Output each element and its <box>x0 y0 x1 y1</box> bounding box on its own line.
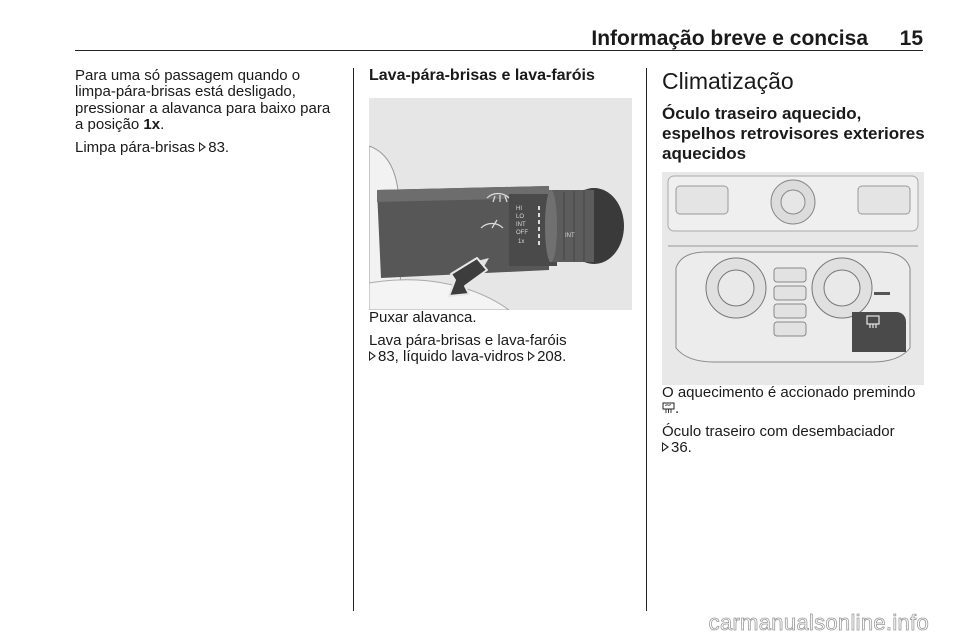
page-reference-icon <box>199 142 206 152</box>
watermark-text: carmanualsonline.info <box>708 610 929 635</box>
page-reference-icon <box>528 351 535 361</box>
paragraph-text: Lava pára-brisas e lava-faróis <box>369 331 567 349</box>
page-header-title: Informação breve e concisa <box>591 27 868 50</box>
paragraph-end: . <box>160 116 165 134</box>
lever-label-lo: LO <box>516 214 525 221</box>
climate-control-panel-illustration <box>662 172 924 385</box>
column-3 <box>662 68 930 463</box>
figure-caption: Puxar alavanca. <box>369 309 477 327</box>
rear-defrost-icon <box>662 402 675 414</box>
page-reference-icon <box>662 442 669 452</box>
paragraph-heater-activation <box>662 385 930 418</box>
column-2 <box>369 68 634 372</box>
page-reference-icon <box>369 351 376 361</box>
page-reference-link[interactable]: 83. <box>208 138 230 156</box>
position-label: 1x <box>143 116 161 134</box>
paragraph-rear-window-ref <box>662 424 930 457</box>
page-reference-link[interactable]: 83, líquido lava-vidros <box>378 348 524 366</box>
page-reference-link[interactable]: 208. <box>537 348 567 366</box>
ring-label-int: INT <box>565 233 575 240</box>
paragraph-wiper-ref <box>75 140 340 156</box>
paragraph-single-wipe <box>75 68 340 134</box>
paragraph-text: Limpa pára-brisas <box>75 138 196 156</box>
paragraph-text: Para uma só passagem quando o limpa-pára-brisas está desligado, pressionar a alavanca para baixo para a posição <box>75 67 331 134</box>
page-reference-link[interactable]: 36. <box>671 439 692 457</box>
column-1 <box>75 68 340 162</box>
paragraph-end: . <box>675 400 680 418</box>
lever-label-int: INT <box>516 222 526 229</box>
page-number: 15 <box>899 27 923 50</box>
paragraph-text: O aquecimento é accionado premindo <box>662 384 916 401</box>
column-divider-2 <box>646 68 647 611</box>
wiper-lever-illustration <box>369 98 632 310</box>
column-divider-1 <box>353 68 354 611</box>
paragraph-text: Óculo traseiro com desembaciador <box>662 422 895 440</box>
lever-label-off: OFF <box>516 230 528 237</box>
section-heading: Lava-pára-brisas e lava-faróis <box>369 67 595 84</box>
header-divider <box>75 50 923 51</box>
paragraph-washer-ref <box>369 333 634 366</box>
lever-label-1x: 1x <box>518 239 525 246</box>
section-heading: Climatização <box>662 68 794 94</box>
lever-label-hi: HI <box>516 206 522 213</box>
subsection-heading: Óculo traseiro aquecido, espelhos retrovisores exteriores aquecidos <box>662 104 925 163</box>
